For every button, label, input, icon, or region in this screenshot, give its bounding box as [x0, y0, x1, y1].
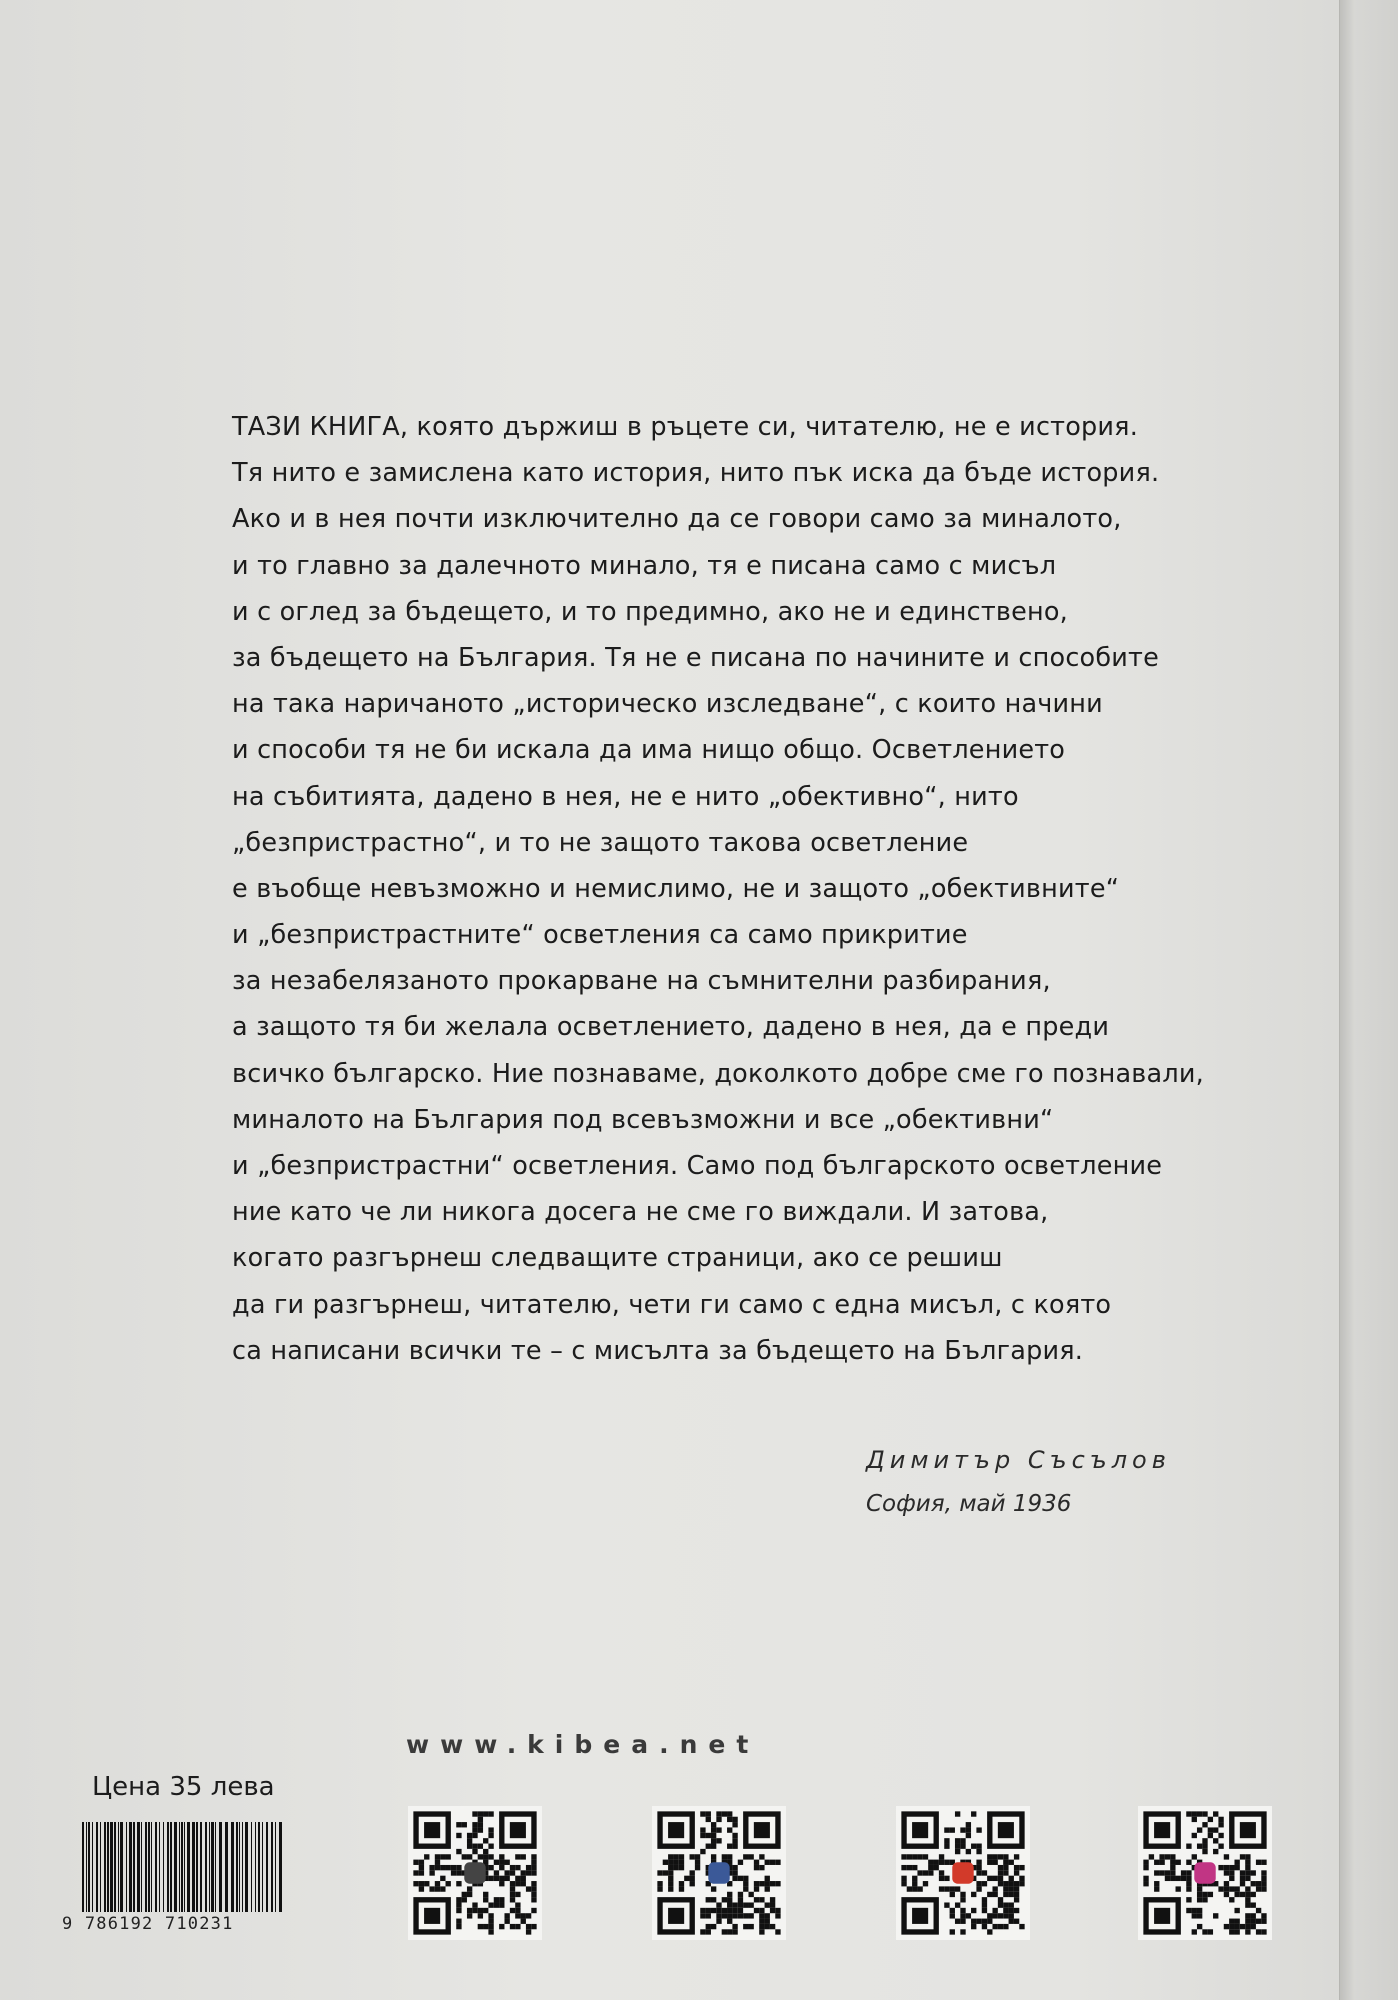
signature-block — [866, 1438, 1171, 1526]
blurb-line: ние като че ли никога досега не сме го виждали. И затова, — [232, 1197, 1049, 1228]
website-url: www.kibea.net — [406, 1730, 760, 1759]
blurb-line: на събитията, дадено в нея, не е нито „обективно“, нито — [232, 781, 1019, 812]
blurb-line: и способи тя не би искала да има нищо общо. Осветлението — [232, 735, 1066, 766]
qr-code-facebook — [652, 1806, 786, 1940]
isbn-number: 9 786192 710231 — [62, 1914, 234, 1934]
blurb-line: и с оглед за бъдещето, и то предимно, ако не и единствено, — [232, 596, 1068, 627]
blurb-line: „безпристрастно“, и то не защото такова осветление — [232, 827, 969, 858]
instagram-icon — [1194, 1862, 1215, 1883]
author-name: Димитър Съсълов — [866, 1446, 1171, 1474]
blurb-line: е въобще невъзможно и немислимо, не и защото „обективните“ — [232, 873, 1120, 904]
youtube-icon — [952, 1862, 973, 1883]
qr-code-youtube — [896, 1806, 1030, 1940]
blurb-line: за незабелязаното прокарване на съмнителни разбирания, — [232, 966, 1051, 997]
place-date: София, май 1936 — [866, 1491, 1072, 1517]
qr-code-instagram — [1138, 1806, 1272, 1940]
blurb-line: за бъдещето на България. Тя не е писана по начините и способите — [232, 642, 1159, 673]
blurb-line: да ги разгърнеш, читателю, чети ги само с една мисъл, с която — [232, 1289, 1112, 1320]
blurb-line: и то главно за далечното минало, тя е писана само с мисъл — [232, 550, 1057, 581]
barcode — [82, 1822, 282, 1912]
blurb-line: са написани всички те – с мисълта за бъдещето на България. — [232, 1335, 1084, 1366]
blurb-line: на така наричаното „историческо изследване“, с които начини — [232, 689, 1103, 720]
blurb-text — [232, 404, 1232, 1374]
blurb-line: и „безпристрастни“ осветления. Само под българското осветление — [232, 1151, 1163, 1181]
blurb-line: и „безпристрастните“ осветления са само прикритие — [232, 920, 968, 951]
blurb-line: когато разгърнеш следващите страници, ако се решиш — [232, 1243, 1003, 1274]
blurb-line: Тя нито е замислена като история, нито пък иска да бъде история. — [232, 458, 1160, 489]
blurb-line: ТАЗИ КНИГА, която държиш в ръцете си, читателю, не е история. — [232, 412, 1139, 442]
book-spine-edge — [1339, 0, 1398, 2000]
qr-code-website — [408, 1806, 542, 1940]
blurb-line: всичко българско. Ние познаваме, доколкото добре сме го познавали, — [232, 1058, 1204, 1089]
price-label: Цена 35 лева — [92, 1772, 275, 1802]
facebook-icon — [708, 1862, 729, 1883]
blurb-line: а защото тя би желала осветлението, дадено в нея, да е преди — [232, 1012, 1110, 1043]
blurb-line: Ако и в нея почти изключително да се говори само за миналото, — [232, 504, 1122, 535]
blurb-line: миналото на България под всевъзможни и все „обективни“ — [232, 1104, 1054, 1135]
kibea-logo-icon — [464, 1862, 485, 1883]
